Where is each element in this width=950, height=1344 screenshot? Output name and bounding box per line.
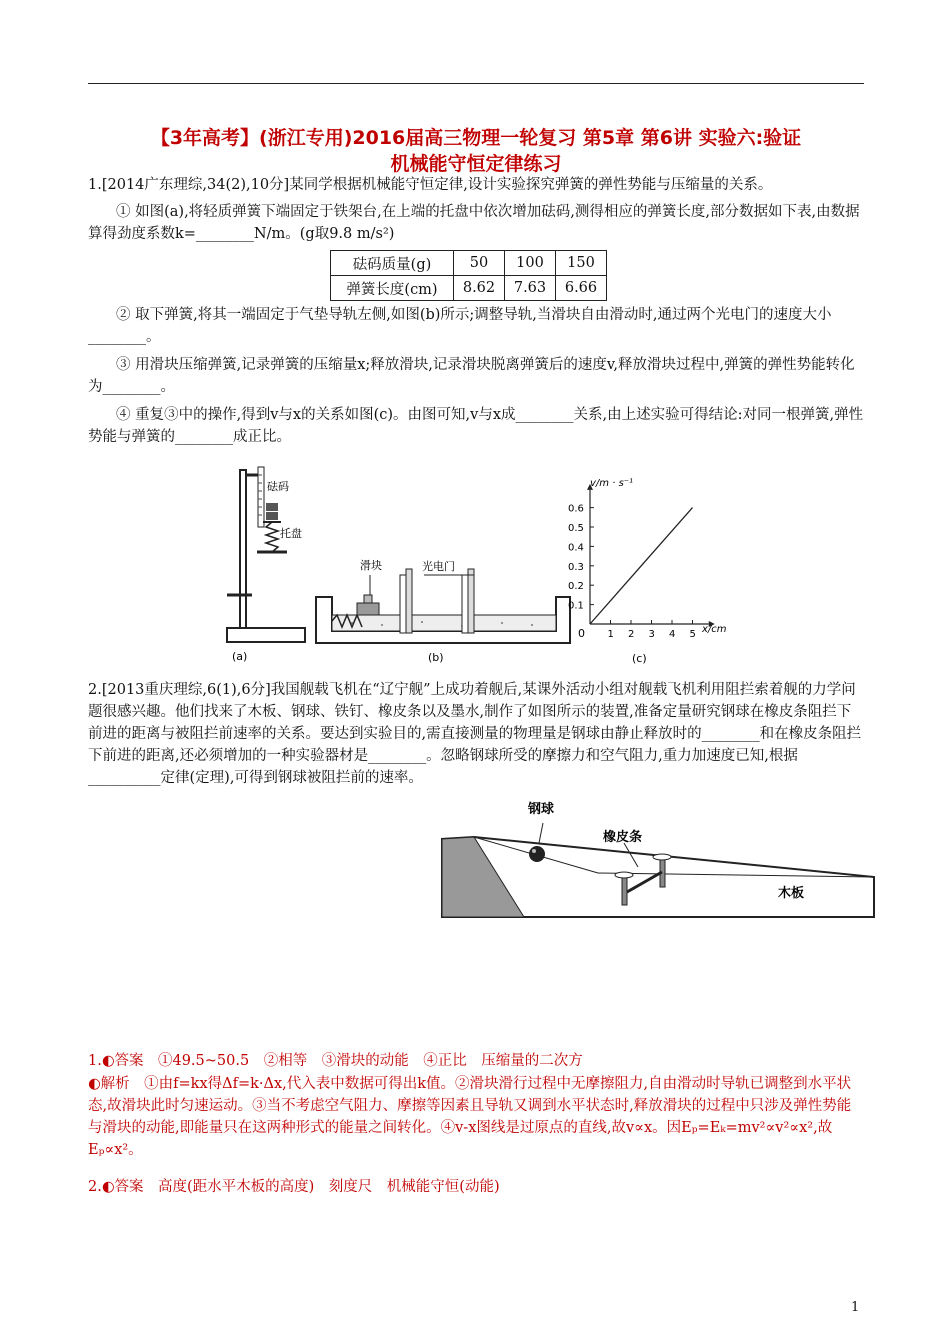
- rubber-band-label: 橡皮条: [603, 830, 643, 845]
- figure-a-spring-stand: [222, 465, 312, 665]
- table-cell: 6.66: [556, 276, 607, 301]
- x-tick-label: 5: [689, 629, 696, 640]
- table-cell: 7.63: [505, 276, 556, 301]
- table-cell: 150: [556, 251, 607, 276]
- q1-part1: ① 如图(a),将轻质弹簧下端固定于铁架台,在上端的托盘中依次增加砝码,测得相应的弹簧长度,部分数据如下表,由数据算得劲度系数k=________N/m。(g取9.8 m/s²): [88, 204, 860, 242]
- page-title: [88, 125, 864, 177]
- header-rule: [88, 83, 864, 84]
- tray-label: 托盘: [280, 527, 302, 540]
- ball-label: 钢球: [528, 802, 555, 817]
- y-tick-label: 0.6: [568, 503, 584, 515]
- y-tick-label: 0.5: [568, 523, 584, 534]
- y-tick-label: 0.3: [568, 561, 584, 573]
- figure-b-air-track: [312, 545, 574, 667]
- answer-2: 2.◐答案 高度(距水平木板的高度) 刻度尺 机械能守恒(动能): [88, 1179, 500, 1195]
- figure-a-caption: (a): [232, 650, 248, 663]
- table-cell: 100: [505, 251, 556, 276]
- table-row: [331, 276, 607, 301]
- figure-c-chart: [560, 478, 740, 668]
- weights-label: 砝码: [267, 480, 289, 493]
- x-tick-label: 2: [628, 629, 635, 640]
- x-tick-label: 4: [669, 629, 676, 640]
- answer-1: 1.◐答案 ①49.5~50.5 ②相等 ③滑块的动能 ④正比 压缩量的二次方: [88, 1053, 583, 1069]
- figure-b-caption: (b): [428, 651, 444, 664]
- page-number: 1: [851, 1300, 860, 1315]
- y-tick-label: 0.2: [568, 581, 584, 593]
- figure-d-ramp: [438, 797, 878, 921]
- figure-c-caption: (c): [632, 652, 647, 665]
- table-cell: 砝码质量(g): [331, 251, 454, 276]
- q1-part3: ③ 用滑块压缩弹簧,记录弹簧的压缩量x;释放滑块,记录滑块脱离弹簧后的速度v,释放滑块过程中,弹簧的弹性势能转化为________。: [88, 357, 855, 395]
- data-table: [330, 250, 607, 301]
- table-cell: 弹簧长度(cm): [331, 276, 454, 301]
- x-tick-label: 1: [607, 629, 614, 640]
- answer-1-analysis: ◐解析 ①由f=kx得Δf=k·Δx,代入表中数据可得出k值。②滑块滑行过程中无摩擦阻力,自由滑动时导轨已调整到水平状态,故滑块此时匀速运动。③当不考虑空气阻力、摩擦等因素且导轨又调到水平状态时,释放滑块的过程中只涉及弹性势能与滑块的动能,即能量只在这两种形式的能量之间转化。④v-x图线是过原点的直线,故v∝x。因Eₚ=Eₖ=mv²∝v²∝x²,故Eₚ∝x²。: [88, 1076, 852, 1158]
- table-cell: 50: [454, 251, 505, 276]
- chart-xlabel: x/cm: [702, 624, 727, 635]
- board-label: 木板: [778, 886, 805, 901]
- q1-part2: ② 取下弹簧,将其一端固定于气垫导轨左侧,如图(b)所示;调整导轨,当滑块自由滑动时,通过两个光电门的速度大小________。: [88, 307, 832, 345]
- title-line-1: 【3年高考】(浙江专用)2016届高三物理一轮复习 第5章 第6讲 实验六:验证: [150, 127, 802, 149]
- table-row: [331, 251, 607, 276]
- title-line-2: 机械能守恒定律练习: [390, 153, 562, 175]
- series-line: [590, 508, 693, 624]
- table-cell: 8.62: [454, 276, 505, 301]
- q1-part4: ④ 重复③中的操作,得到v与x的关系如图(c)。由图可知,v与x成________关系,由上述实验可得结论:对同一根弹簧,弹性势能与弹簧的________成正比。: [88, 407, 864, 445]
- x-tick-label: 3: [648, 629, 655, 640]
- y-tick-label: 0.1: [568, 600, 584, 612]
- chart-ylabel: v/m · s⁻¹: [590, 478, 634, 489]
- chart-origin-label: 0: [578, 627, 585, 640]
- slider-label: 滑块: [360, 559, 382, 572]
- q2-text: 2.[2013重庆理综,6(1),6分]我国舰载飞机在“辽宁舰”上成功着舰后,某课外活动小组对舰载飞机利用阻拦索着舰的力学问题很感兴趣。他们找来了木板、钢球、铁钉、橡皮条以及墨水,制作了如图所示的装置,准备定量研究钢球在橡皮条阻拦下前进的距离与被阻拦前速率的关系。要达到实验目的,需直接测量的物理量是钢球由静止释放时的________和在橡皮条阻拦下前进的距离,还必须增加的一种实验器材是________。忽略钢球所受的摩擦力和空气阻力,重力加速度已知,根据__________定律(定理),可得到钢球被阻拦前的速率。: [88, 682, 862, 786]
- y-tick-label: 0.4: [568, 542, 584, 554]
- photogate-label: 光电门: [422, 560, 455, 573]
- q1-header: 1.[2014广东理综,34(2),10分]某同学根据机械能守恒定律,设计实验探究弹簧的弹性势能与压缩量的关系。: [88, 177, 773, 193]
